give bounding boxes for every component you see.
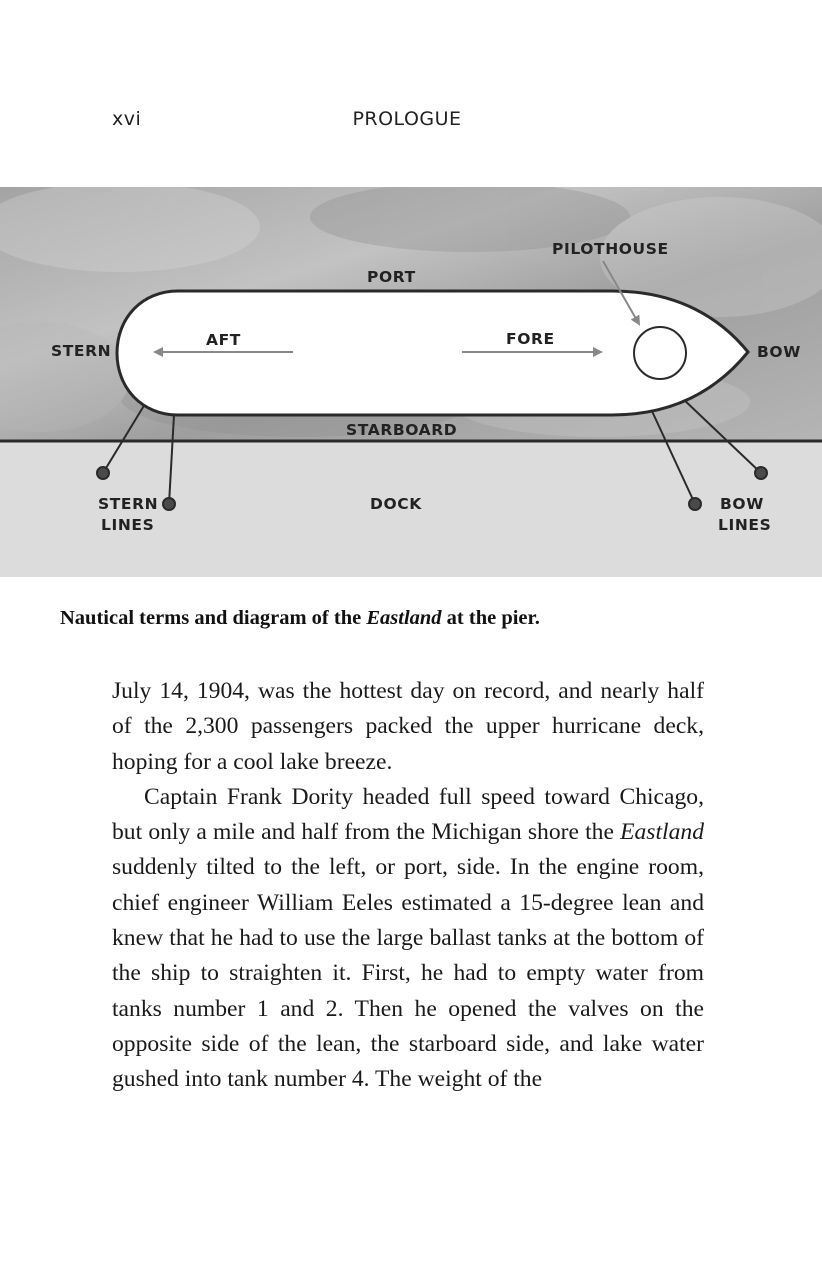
stern-bollard (97, 467, 109, 479)
pilothouse-circle (634, 327, 686, 379)
pilothouse-label: PILOTHOUSE (552, 240, 669, 258)
ship-name: Eastland (620, 819, 704, 846)
starboard-label: STARBOARD (346, 421, 458, 439)
paragraph: July 14, 1904, was the hottest day on record, and nearly half of the 2,300 passengers packed the upper hurricane deck, hoping for a cool lake breeze. (112, 678, 704, 775)
paragraph (112, 780, 704, 1098)
body-text (112, 674, 704, 1098)
fore-label: FORE (506, 330, 555, 348)
dock-label: DOCK (370, 495, 422, 513)
paragraph-text: Captain Frank Dority headed full speed toward Chicago, but only a mile and half from the Michigan shore the (112, 783, 704, 846)
bow-bollard (689, 498, 701, 510)
bow-lines-label-line2: LINES (718, 516, 772, 534)
bow-label: BOW (757, 343, 801, 361)
aft-label: AFT (206, 331, 241, 349)
caption-text: Nautical terms and diagram of the (60, 607, 367, 629)
caption-text-end: at the pier. (441, 607, 540, 629)
ship-diagram (0, 187, 822, 577)
running-title: PROLOGUE (352, 108, 462, 130)
paragraph-text: suddenly tilted to the left, or port, side. In the engine room, chief engineer William Eeles estimated a 15-degree lean and knew that he had to use the large ballast tanks at the bottom of the ship to straighten it. First, he had to empty water from tanks number 1 and 2. Then he opened the valves on the opposite side of the lean, the starboard side, and lake water gushed into tank number 4. The weight of the (112, 854, 704, 1093)
stern-bollard (163, 498, 175, 510)
figure-caption (60, 607, 800, 630)
stern-lines-label-line1: STERN (98, 495, 159, 513)
bow-lines-label-line1: BOW (720, 495, 764, 513)
stern-lines-label-line2: LINES (101, 516, 155, 534)
stern-label: STERN (51, 342, 112, 360)
caption-ship-name: Eastland (366, 607, 442, 629)
bow-bollard (755, 467, 767, 479)
page-number: xvi (112, 108, 142, 130)
port-label: PORT (367, 268, 416, 286)
